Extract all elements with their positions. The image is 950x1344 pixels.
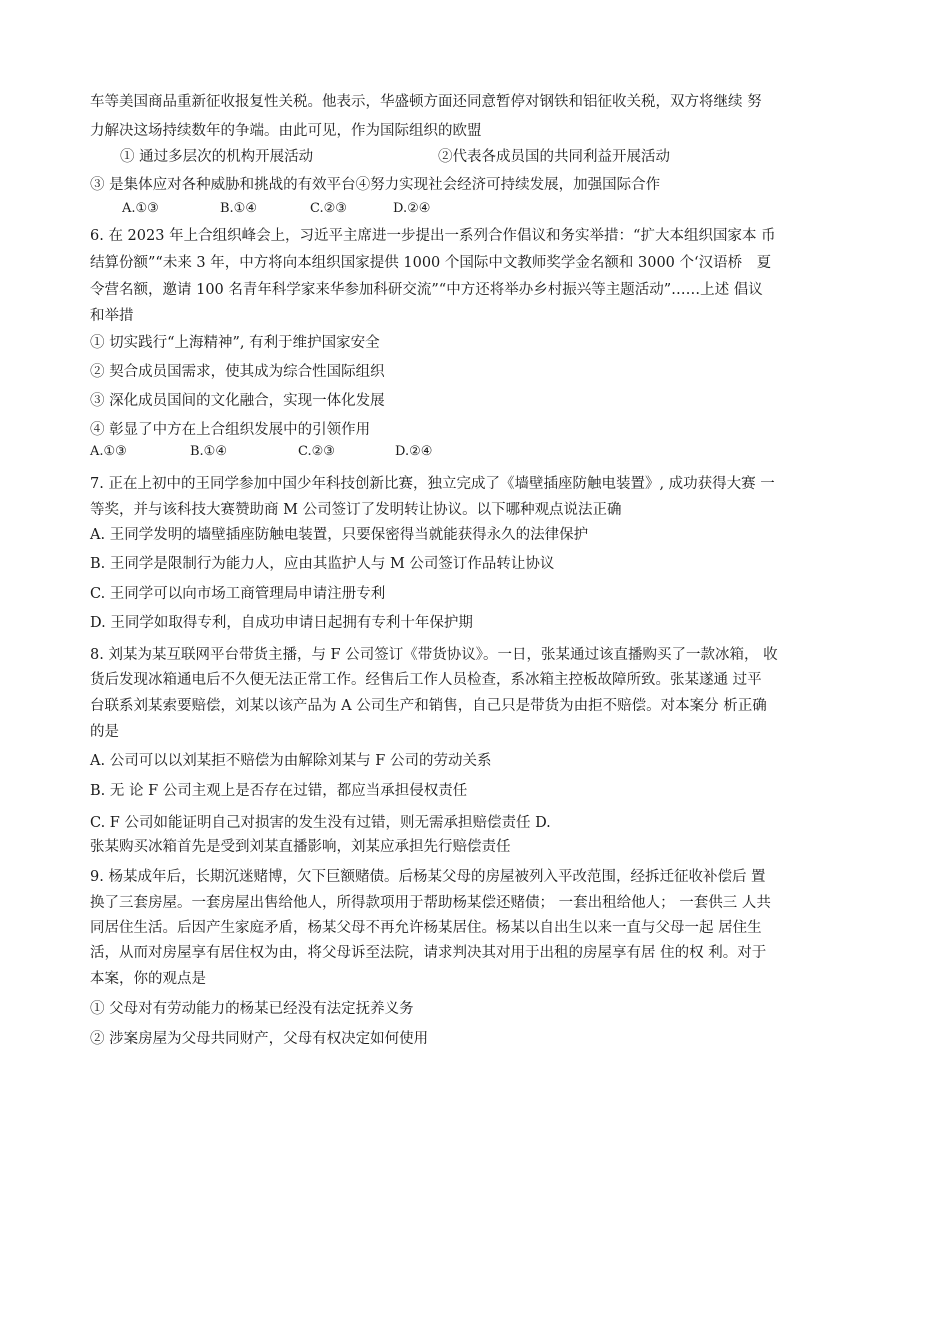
q6-stem-line-1: 6. 在 2023 年上合组织峰会上，习近平主席进一步提出一系列合作倡议和务实举措：“扩大本组织国家本 币: [90, 228, 776, 244]
q6-option-d: D.②④: [395, 444, 433, 459]
q9-item-2: ② 涉案房屋为父母共同财产，父母有权决定如何使用: [90, 1031, 429, 1047]
q6-item-1: ① 切实践行“上海精神”, 有利于维护国家安全: [90, 335, 380, 351]
q6-option-b: B.①④: [190, 444, 227, 459]
q5-stem-line-2: 力解决这场持续数年的争端。由此可见，作为国际组织的欧盟: [90, 123, 482, 139]
q9-stem-line-1: 9. 杨某成年后，长期沉迷赌博，欠下巨额赌债。后杨某父母的房屋被列入平改范围，经拆迁征收补偿后 置: [90, 869, 766, 885]
q8-choice-c: C. F 公司如能证明自己对损害的发生没有过错，则无需承担赔偿责任 D.: [90, 815, 551, 831]
q7-choice-a: A. 王同学发明的墙壁插座防触电装置，只要保密得当就能获得永久的法律保护: [90, 527, 589, 543]
q5-stem-line-1: 车等美国商品重新征收报复性关税。他表示，华盛顿方面还同意暂停对钢铁和铝征收关税，双方将继续 努: [90, 94, 762, 110]
q7-stem-line-2: 等奖，并与该科技大赛赞助商 M 公司签订了发明转让协议。以下哪种观点说法正确: [90, 502, 622, 518]
q6-item-3: ③ 深化成员国间的文化融合，实现一体化发展: [90, 393, 385, 409]
q8-choice-a: A. 公司可以以刘某拒不赔偿为由解除刘某与 F 公司的劳动关系: [90, 753, 492, 769]
q6-stem-line-4: 和举措: [90, 308, 134, 324]
q5-option-c: C.②③: [310, 201, 347, 216]
q5-option-a: A.①③: [122, 201, 159, 216]
q5-option-d: D.②④: [393, 201, 431, 216]
q6-option-c: C.②③: [298, 444, 335, 459]
q5-item-2: ②代表各成员国的共同利益开展活动: [438, 149, 670, 165]
q8-stem-line-1: 8. 刘某为某互联网平台带货主播，与 F 公司签订《带货协议》。一日，张某通过该直播购买了一款冰箱， 收: [90, 647, 778, 663]
q6-stem-line-2: 结算份额”“未来 3 年，中方将向本组织国家提供 1000 个国际中文教师奖学金名额和 3000 个‘汉语桥 夏: [90, 255, 772, 271]
q8-choice-b: B. 无 论 F 公司主观上是否存在过错，都应当承担侵权责任: [90, 783, 468, 799]
q5-option-b: B.①④: [220, 201, 257, 216]
q9-item-1: ① 父母对有劳动能力的杨某已经没有法定抚养义务: [90, 1001, 414, 1017]
q7-choice-b: B. 王同学是限制行为能力人，应由其监护人与 M 公司签订作品转让协议: [90, 556, 555, 572]
q5-item-1: ① 通过多层次的机构开展活动: [120, 149, 314, 165]
q9-stem-line-3: 同居住生活。后因产生家庭矛盾，杨某父母不再允许杨某居住。杨某以自出生以来一直与父母一起 居住生: [90, 920, 762, 936]
q9-stem-line-2: 换了三套房屋。一套房屋出售给他人，所得款项用于帮助杨某偿还赌债； 一套出租给他人； 一套供三 人共: [90, 895, 771, 911]
q8-stem-line-4: 的是: [90, 724, 119, 740]
q6-item-4: ④ 彰显了中方在上合组织发展中的引领作用: [90, 422, 371, 438]
q7-choice-d: D. 王同学如取得专利，自成功申请日起拥有专利十年保护期: [90, 615, 473, 631]
q7-choice-c: C. 王同学可以向市场工商管理局申请注册专利: [90, 586, 386, 602]
q8-stem-line-2: 货后发现冰箱通电后不久便无法正常工作。经售后工作人员检查，系冰箱主控板故障所致。张某遂通 过平: [90, 672, 762, 688]
q5-item-3-4: ③ 是集体应对各种威胁和挑战的有效平台④努力实现社会经济可持续发展，加强国际合作: [90, 177, 661, 193]
q7-stem-line-1: 7. 正在上初中的王同学参加中国少年科技创新比赛，独立完成了《墙壁插座防触电装置》, 成功获得大赛 一: [90, 476, 775, 492]
q8-stem-line-3: 台联系刘某索要赔偿，刘某以该产品为 A 公司生产和销售，自己只是带货为由拒不赔偿。对本案分 析正确: [90, 698, 767, 714]
q9-stem-line-4: 活，从而对房屋享有居住权为由，将父母诉至法院，请求判决其对用于出租的房屋享有居 住的权 利。对于: [90, 945, 767, 961]
q6-option-a: A.①③: [90, 444, 127, 459]
q6-item-2: ② 契合成员国需求，使其成为综合性国际组织: [90, 364, 385, 380]
q8-choice-d: 张某购买冰箱首先是受到刘某直播影响，刘某应承担先行赔偿责任: [90, 839, 511, 855]
q6-stem-line-3: 令营名额，邀请 100 名青年科学家来华参加科研交流”“中方还将举办乡村振兴等主题活动”……上述 倡议: [90, 282, 763, 298]
q9-stem-line-5: 本案，你的观点是: [90, 971, 206, 987]
